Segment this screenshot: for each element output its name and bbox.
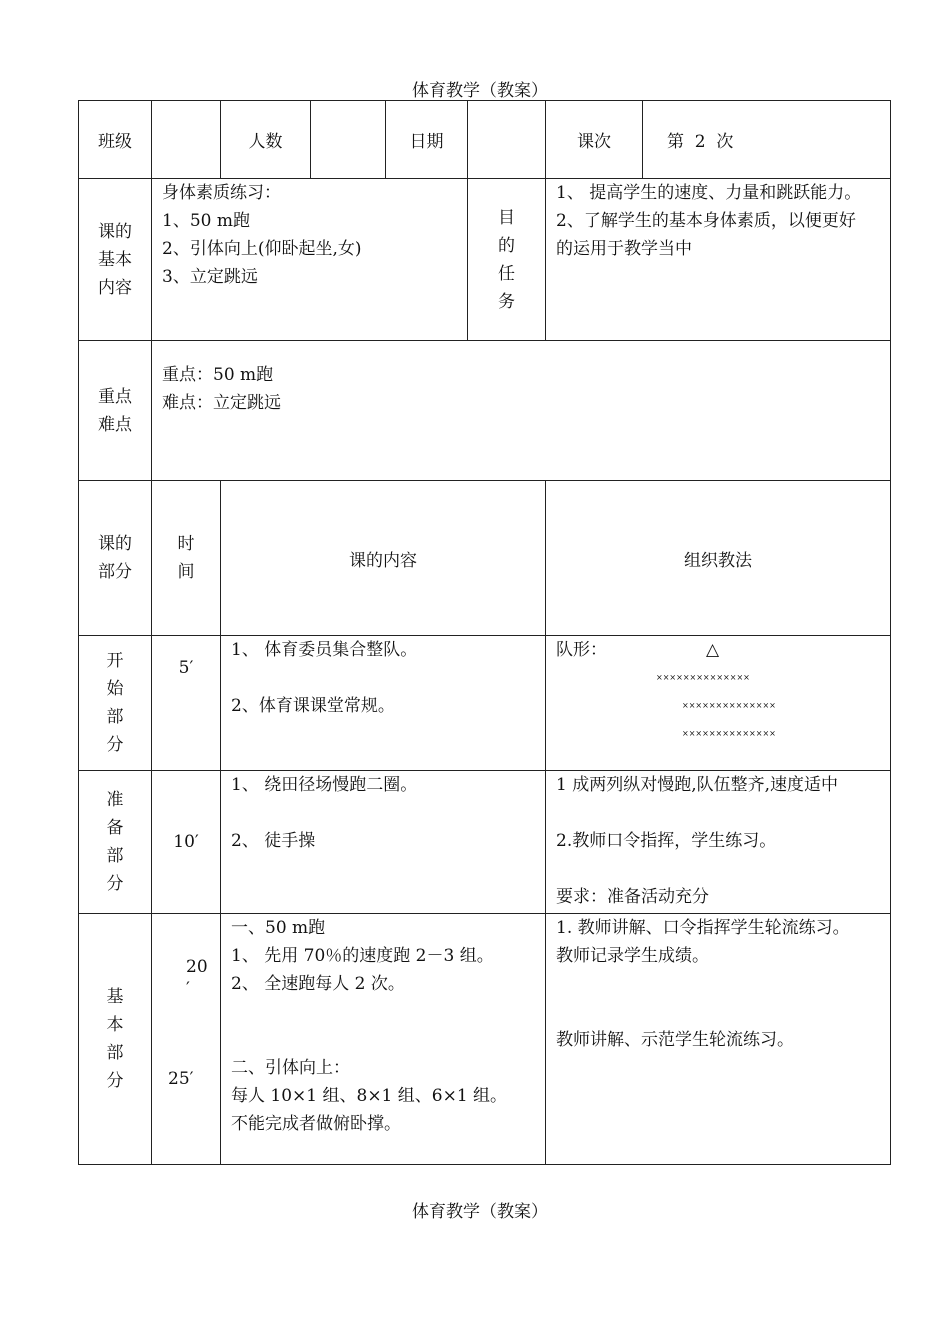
key-points-label: 重点 难点: [79, 341, 152, 481]
key-points-cell: [152, 341, 891, 481]
content-line: [231, 664, 545, 692]
content-line: 不能完成者做俯卧撑。: [231, 1114, 401, 1134]
key-point-line: 难点：立定跳远: [162, 393, 281, 413]
section-row-start: [79, 636, 891, 771]
content-line: 2、体育课课堂常规。: [231, 696, 395, 716]
section-content: [221, 914, 546, 1165]
content-line: 一、50 m跑: [231, 918, 326, 938]
goal-line: 1、 提高学生的速度、力量和跳跃能力。: [556, 183, 862, 203]
basic-content-line: 1、50 m跑: [162, 211, 250, 231]
basic-content-line: 3、立定跳远: [162, 267, 258, 287]
section-content: [221, 636, 546, 771]
count-label: 人数: [221, 101, 311, 179]
basic-content-cell: [152, 179, 468, 341]
content-line: 1、 先用 70％的速度跑 2－3 组。: [231, 946, 494, 966]
method-line: [556, 855, 890, 883]
section-header-row: [79, 481, 891, 636]
goal-label: 目 的 任 务: [468, 179, 546, 341]
method-line: [556, 998, 890, 1026]
content-line: [231, 998, 545, 1026]
section-part: 基 本 部 分: [79, 914, 152, 1165]
formation-label: 队形：: [556, 640, 607, 660]
header-content: 课的内容: [221, 481, 546, 636]
method-line: [556, 970, 890, 998]
basic-content-line: 2、引体向上(仰卧起坐,女): [162, 239, 362, 259]
section-time: 10′: [152, 771, 221, 914]
content-line: 2、 徒手操: [231, 831, 316, 851]
footer-title: 体育教学（教案）: [412, 1202, 548, 1222]
date-value-cell: [468, 101, 546, 179]
header-method: 组织教法: [546, 481, 891, 636]
content-line: 二、引体向上：: [231, 1058, 350, 1078]
method-line: [556, 799, 890, 827]
section-method: [546, 771, 891, 914]
section-method: [546, 914, 891, 1165]
page-title: 体育教学（教案）: [412, 81, 548, 101]
content-line: [231, 799, 545, 827]
formation-row: ××××××××××××××: [656, 673, 750, 682]
teacher-triangle-icon: △: [706, 640, 720, 660]
method-line: 教师讲解、示范学生轮流练习。: [556, 1030, 794, 1050]
basic-content-row: [79, 179, 891, 341]
goal-cell: [546, 179, 891, 341]
key-point-line: 重点：50 m跑: [162, 365, 274, 385]
basic-content-line: 身体素质练习：: [162, 183, 281, 203]
content-line: 1、 体育委员集合整队。: [231, 640, 418, 660]
section-method: [546, 636, 891, 771]
lesson-number-value: 第 2 次: [643, 101, 891, 179]
section-content: [221, 771, 546, 914]
section-time: 25′: [168, 1069, 194, 1089]
goal-line: 的运用于教学当中: [556, 239, 692, 259]
formation-row: ××××××××××××××: [682, 701, 776, 710]
class-value-cell: [152, 101, 221, 179]
lesson-plan-table: [78, 100, 891, 1165]
section-row-prep: [79, 771, 891, 914]
method-line: 2.教师口令指挥，学生练习。: [556, 831, 777, 851]
content-line: 2、 全速跑每人 2 次。: [231, 974, 405, 994]
method-line: 要求：准备活动充分: [556, 887, 709, 907]
method-line: 教师记录学生成绩。: [556, 946, 709, 966]
key-points-row: [79, 341, 891, 481]
goal-line: 2、了解学生的基本身体素质，以便更好: [556, 211, 856, 231]
class-label: 班级: [79, 101, 152, 179]
content-line: [231, 1026, 545, 1054]
method-line: 1. 教师讲解、口令指挥学生轮流练习。: [556, 918, 850, 938]
method-line: 1 成两列纵对慢跑,队伍整齐,速度适中: [556, 775, 839, 795]
section-part: 开 始 部 分: [79, 636, 152, 771]
header-part: 课的 部分: [79, 481, 152, 636]
section-time: 5′: [178, 658, 194, 678]
content-line: 1、 绕田径场慢跑二圈。: [231, 775, 418, 795]
header-time: 时 间: [152, 481, 221, 636]
info-row: [79, 101, 891, 179]
basic-content-label: 课的 基本 内容: [79, 179, 152, 341]
formation-row: ××××××××××××××: [682, 729, 776, 738]
section-row-basic: [79, 914, 891, 1165]
count-value-cell: [311, 101, 386, 179]
lesson-number-label: 课次: [546, 101, 643, 179]
section-part: 准 备 部 分: [79, 771, 152, 914]
date-label: 日期: [386, 101, 468, 179]
content-line: 每人 10×1 组、8×1 组、6×1 组。: [231, 1086, 508, 1106]
section-time: 20 ′: [186, 957, 208, 999]
